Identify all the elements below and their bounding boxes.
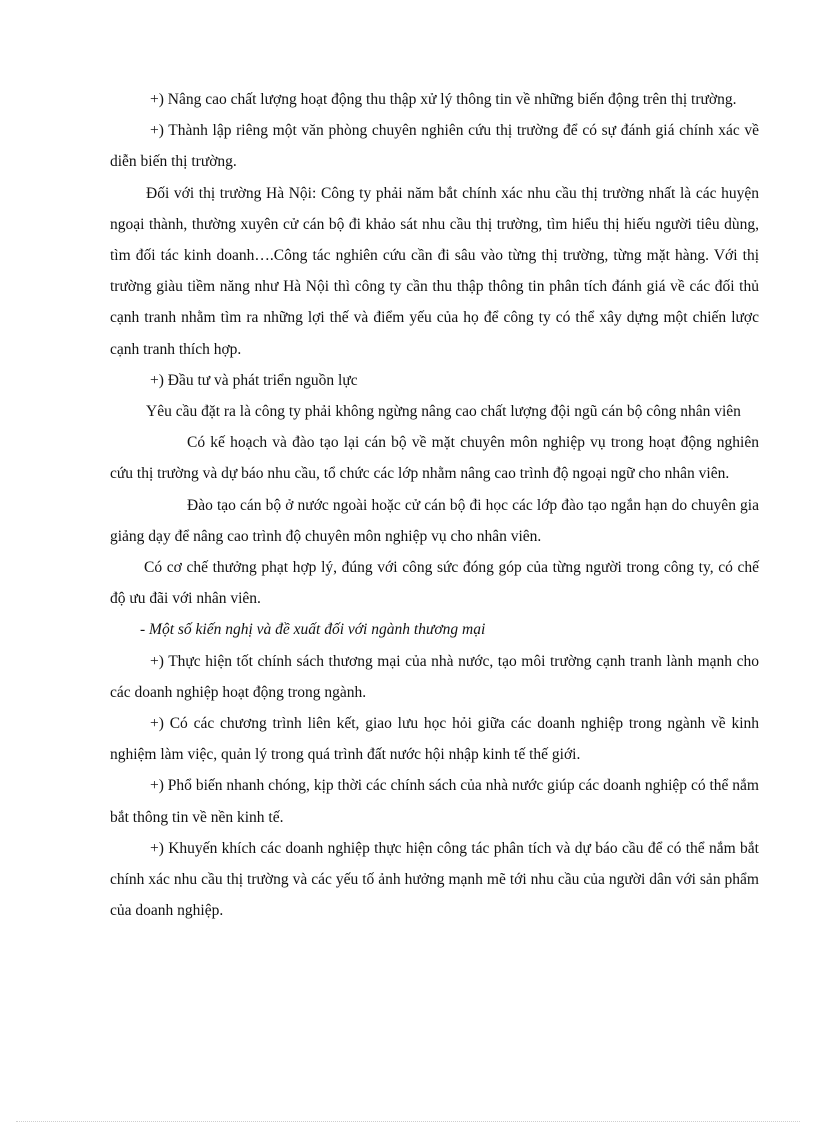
section-heading-trade-recommendations: - Một số kiến nghị và đề xuất đối với ngành thương mại [140, 621, 486, 639]
paragraph-market-research-office: +) Thành lập riêng một văn phòng chuyên nghiên cứu thị trường để có sự đánh giá chính xác về diễn biến thị trường. [110, 122, 759, 171]
paragraph-resource-investment: +) Đầu tư và phát triển nguồn lực [150, 371, 358, 389]
paragraph-overseas-training: Đào tạo cán bộ ở nước ngoài hoặc cử cán bộ đi học các lớp đào tạo ngắn hạn do chuyên gia giảng dạy để nâng cao trình độ chuyên môn nghiệp vụ cho nhân viên. [110, 496, 759, 545]
paragraph-reward-policy: Có cơ chế thưởng phạt hợp lý, đúng với công sức đóng góp của từng người trong công ty, có chế độ ưu đãi với nhân viên. [110, 559, 759, 608]
paragraph-trade-policy: +) Thực hiện tốt chính sách thương mại của nhà nước, tạo môi trường cạnh tranh lành mạnh cho các doanh nghiệp hoạt động trong ngành. [110, 652, 759, 701]
paragraph-policy-dissemination: +) Phổ biến nhanh chóng, kịp thời các chính sách của nhà nước giúp các doanh nghiệp có thể nắm bắt thông tin về nền kinh tế. [110, 777, 759, 826]
paragraph-demand-forecasting: +) Khuyến khích các doanh nghiệp thực hiện công tác phân tích và dự báo cầu để có thể nắm bắt chính xác nhu cầu thị trường và các yếu tố ảnh hưởng mạnh mẽ tới nhu cầu của người dân với sản phẩm của doanh nghiệp. [110, 839, 759, 920]
document-page [110, 84, 759, 926]
paragraph-hanoi-market: Đối với thị trường Hà Nội: Công ty phải năm bắt chính xác nhu cầu thị trường nhất là các huyện ngoại thành, thường xuyên cử cán bộ đi khảo sát nhu cầu thị trường, tìm hiểu thị hiếu người tiêu dùng, tìm đối tác kinh doanh….Công tác nghiên cứu cần đi sâu vào từng thị trường, từng mặt hàng. Với thị trường giàu tiềm năng như Hà Nội thì công ty cần thu thập thông tin phân tích đánh giá về các đối thủ cạnh tranh nhằm tìm ra những lợi thế và điểm yếu của họ để công ty có thể xây dựng một chiến lược cạnh tranh thích hợp. [110, 184, 759, 358]
paragraph-market-info-quality: +) Nâng cao chất lượng hoạt động thu thập xử lý thông tin về những biến động trên thị trường. [150, 91, 737, 108]
page-break-divider [16, 1121, 800, 1122]
paragraph-training-plan: Có kế hoạch và đào tạo lại cán bộ về mặt chuyên môn nghiệp vụ trong hoạt động nghiên cứu thị trường và dự báo nhu cầu, tổ chức các lớp nhằm nâng cao trình độ ngoại ngữ cho nhân viên. [110, 434, 759, 483]
paragraph-staff-quality: Yêu cầu đặt ra là công ty phải không ngừng nâng cao chất lượng đội ngũ cán bộ công nhân viên [146, 403, 741, 421]
paragraph-cooperation-programs: +) Có các chương trình liên kết, giao lưu học hỏi giữa các doanh nghiệp trong ngành về kinh nghiệm làm việc, quản lý trong quá trình đất nước hội nhập kinh tế thế giới. [110, 715, 759, 764]
